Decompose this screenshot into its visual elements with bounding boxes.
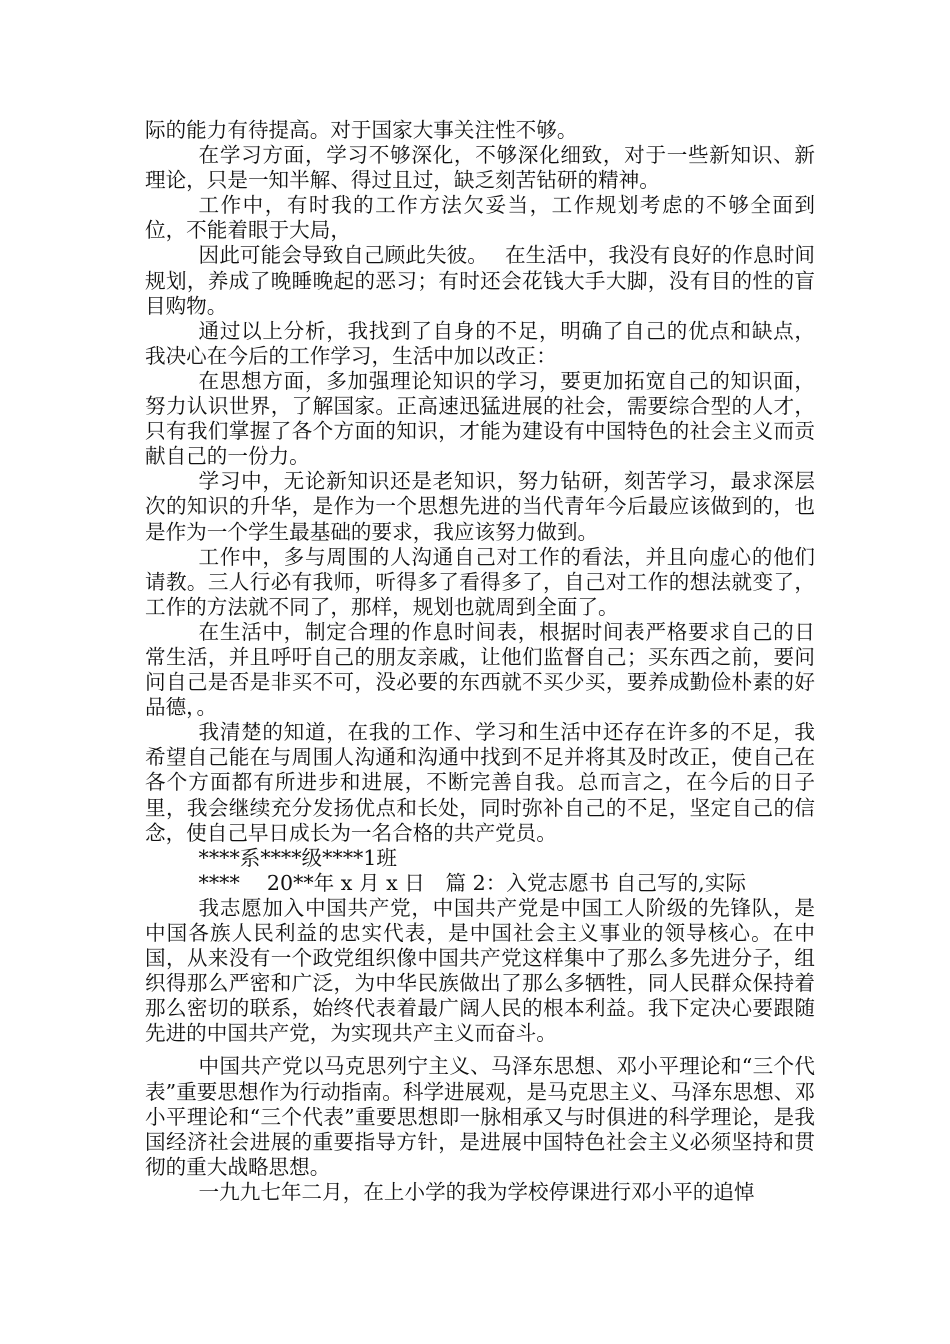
paragraph-11: 我志愿加入中国共产党，中国共产党是中国工人阶级的先锋队，是中国各族人民利益的忠实代表，是中国社会主义事业的领导核心。在中国，从来没有一个政党组织像中国共产党这样集中了那么多先进分子，组织得那么严密和广泛，为中华民族做出了那么多牺牲，同人民群众保持着那么密切的联系，始终代表着最广阔人民的根本利益。我下定决心要跟随先进的中国共产党，为实现共产主义而奋斗。 xyxy=(145,895,815,1046)
paragraph-9: 在生活中，制定合理的作息时间表，根据时间表严格要求自己的日常生活，并且呼吁自己的朋友亲戚，让他们监督自己；买东西之前，要问问自己是否是非买不可，没必要的东西就不买少买，要养成勤俭朴素的好品德，。 xyxy=(145,619,815,720)
paragraph-12: 中国共产党以马克思列宁主义、马泽东思想、邓小平理论和“三个代表”重要思想作为行动指南。科学进展观，是马克思主义、马泽东思想、邓小平理论和“三个代表”重要思想即一脉相承又与时俱进的科学理论，是我国经济社会进展的重要指导方针，是进展中国特色社会主义必须坚持和贯彻的重大战略思想。 xyxy=(145,1054,815,1179)
paragraph-10: 我清楚的知道，在我的工作、学习和生活中还存在许多的不足，我希望自己能在与周围人沟通和沟通中找到不足并将其及时改正，使自己在各个方面都有所进步和进展，不断完善自我。总而言之，在今后的日子里，我会继续充分发扬优点和长处，同时弥补自己的不足，坚定自己的信念，使自己早日成长为一名合格的共产党员。 xyxy=(145,720,815,845)
paragraph-1: 际的能力有待提高。对于国家大事关注性不够。 xyxy=(145,118,578,142)
paragraph-3: 工作中，有时我的工作方法欠妥当，工作规划考虑的不够全面到位，不能着眼于大局， xyxy=(145,193,815,243)
paragraph-2: 在学习方面，学习不够深化，不够深化细致，对于一些新知识、新理论，只是一知半解、得过且过，缺乏刻苦钻研的精神。 xyxy=(145,143,815,193)
document-body xyxy=(145,118,815,1205)
paragraph-5: 通过以上分析，我找到了自身的不足，明确了自己的优点和缺点，我决心在今后的工作学习，生活中加以改正： xyxy=(145,318,815,368)
paragraph-6: 在思想方面，多加强理论知识的学习，要更加拓宽自己的知识面，努力认识世界，了解国家。正高速迅猛进展的社会，需要综合型的人才，只有我们掌握了各个方面的知识，才能为建设有中国特色的社会主义而贡献自己的一份力。 xyxy=(145,368,815,469)
class-signature: ****系****级****1班 xyxy=(198,845,397,870)
paragraph-8: 工作中，多与周围的人沟通自己对工作的看法，并且向虚心的他们请教。三人行必有我师，听得多了看得多了，自己对工作的想法就变了，工作的方法就不同了，那样，规划也就周到全面了。 xyxy=(145,544,815,619)
paragraph-13: 一九九七年二月，在上小学的我为学校停课进行邓小平的追悼 xyxy=(198,1179,755,1204)
date-and-section-heading: **** 20**年 x 月 x 日 篇 2：入党志愿书 自己写的,实际 xyxy=(198,870,746,895)
paragraph-7: 学习中，无论新知识还是老知识，努力钻研，刻苦学习，最求深层次的知识的升华，是作为一个思想先进的当代青年今后最应该做到的，也是作为一个学生最基础的要求，我应该努力做到。 xyxy=(145,469,815,544)
paragraph-4: 因此可能会导致自己顾此失彼。 在生活中，我没有良好的作息时间规划，养成了晚睡晚起的恶习；有时还会花钱大手大脚，没有目的性的盲目购物。 xyxy=(145,243,815,318)
